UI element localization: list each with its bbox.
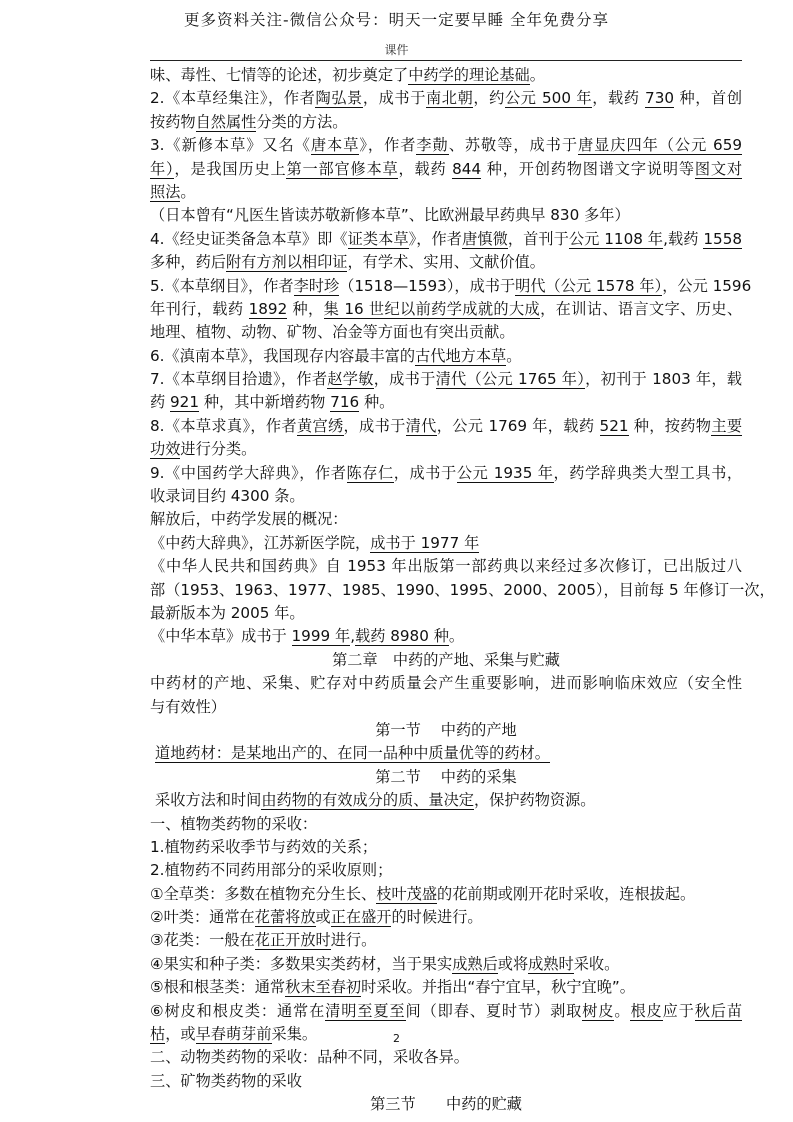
text-span: ，首刊于 (507, 229, 569, 248)
text-span: ，公元 1596 (662, 276, 752, 295)
text-span: ，载药 (592, 89, 646, 108)
text-span: ，或 (165, 1025, 196, 1044)
underlined-key-term: 清代 (405, 416, 437, 435)
text-line (150, 111, 742, 134)
text-span: 9.《中国药学大辞典》，作者 (150, 463, 347, 482)
text-span: ，在训诂、语言文字、历史、 (540, 299, 743, 318)
text-span: 时采收。并指出“春宁宜早，秋宁宜晚”。 (361, 978, 635, 997)
text-line (150, 742, 742, 765)
text-span: ，有学术、实用、文献价值。 (347, 253, 545, 272)
section-heading (150, 719, 742, 742)
text-span: 3.《新修本草》又名《 (150, 136, 311, 155)
header-divider (150, 60, 742, 61)
underlined-key-term: 公元 1935 年 (456, 463, 554, 482)
text-line (150, 1000, 742, 1023)
text-line (150, 438, 742, 461)
underlined-key-term: 赵学敏 (327, 370, 374, 389)
underlined-key-term: 根皮 (630, 1001, 663, 1020)
underlined-key-term: 中药学的理论基础 (408, 66, 530, 84)
text-span: ，成书于 (343, 416, 406, 435)
text-span: ，公元 1769 年，载药 (436, 416, 600, 435)
text-span: 7.《本草纲目拾遗》，作者 (150, 370, 328, 389)
text-line (150, 883, 742, 906)
underlined-key-term: 1892 (248, 299, 288, 318)
text-span: 味、毒性、七情等的论述，初步奠定了 (150, 66, 409, 84)
underlined-key-term: 载药 8980 种 (355, 627, 449, 646)
text-span: 年刊行，载药 (150, 299, 249, 318)
underlined-key-term: 附有方剂以相印证 (225, 253, 348, 272)
text-span: 的时候进行。 (391, 908, 483, 927)
underlined-key-term: 1999 年 (291, 627, 351, 646)
underlined-key-term: 清代（公元 1765 年） (435, 370, 586, 389)
text-span: 多种，药后 (150, 253, 226, 272)
text-line (150, 789, 742, 812)
underlined-key-term: 早春萌芽前 (195, 1025, 272, 1044)
text-line (150, 929, 742, 952)
text-span: 。 (529, 66, 545, 84)
text-span: ，是我国历史上 (174, 159, 287, 178)
underlined-key-term: 公元 500 年 (504, 89, 593, 108)
text-span: 与有效性） (150, 697, 226, 716)
text-span: 《中药大辞典》，江苏新医学院， (150, 533, 371, 552)
underlined-key-term: 功效 (150, 440, 181, 459)
top-banner: 更多资料关注-微信公众号：明天一定要早睡 全年免费分享 (183, 11, 610, 29)
underlined-key-term: 明代（公元 1578 年） (515, 276, 663, 295)
text-span: 二、动物类药物的采收：品种不同，采收各异。 (150, 1048, 469, 1067)
underlined-key-term: 成熟后 (452, 954, 498, 973)
text-line (150, 158, 742, 181)
text-span: 。 (180, 182, 196, 201)
text-span: ⑤根和根茎类：通常 (150, 978, 286, 997)
text-line (150, 602, 742, 625)
text-span: ，保护药物资源。 (473, 791, 596, 810)
text-line (150, 321, 742, 344)
text-line (150, 391, 742, 414)
text-span: 部（1953、1963、1977、1985、1990、1995、2000、2005），目前每 5 年修订一次， (150, 580, 775, 599)
running-header: 课件 (384, 43, 409, 57)
text-line (150, 228, 742, 251)
underlined-key-term: 集 16 世纪以前药学成就的大成 (323, 299, 541, 318)
text-span: 进行。 (330, 931, 377, 950)
text-span: 种，开创药物图谱文字说明等 (481, 159, 695, 178)
page-number: 2 (393, 1032, 400, 1045)
text-span: 按药物 (150, 112, 196, 131)
text-line (150, 64, 742, 87)
text-span: 1.植物药采收季节与药效的关系； (150, 837, 378, 856)
underlined-key-term: 图文对 (694, 159, 743, 178)
text-span: ，成书于 (373, 370, 436, 389)
text-span: 2.《本草经集注》，作者 (150, 89, 316, 108)
text-line (150, 625, 742, 648)
text-span: 采集。 (271, 1025, 318, 1044)
text-line (150, 181, 742, 204)
text-span: ②叶类：通常在 (150, 908, 255, 927)
text-span: 种， (287, 299, 324, 318)
text-line (150, 672, 742, 695)
text-span: 进行分类。 (180, 440, 257, 459)
text-span: 或 (315, 908, 331, 927)
section-heading (150, 1093, 742, 1116)
underlined-key-term: 521 (599, 416, 629, 435)
text-line (150, 298, 742, 321)
underlined-key-term: 正在盛开 (330, 908, 392, 927)
text-span: 种，首创 (674, 89, 743, 108)
underlined-key-term: 主要 (711, 416, 743, 435)
underlined-key-term: 公元 1108 年 (568, 229, 664, 248)
underlined-key-term: 照法 (150, 182, 181, 201)
text-span: （1518—1593），成书于 (339, 276, 516, 295)
text-span: 种。 (359, 393, 395, 412)
text-line (150, 859, 742, 882)
text-span: 4.《经史证类备急本草》即《 (150, 229, 348, 248)
underlined-key-term: 第一部官修本草 (286, 159, 399, 178)
underlined-key-term: 唐本草 (310, 136, 360, 155)
text-line (150, 415, 742, 438)
text-span: 《中华人民共和国药典》自 1953 年出版第一部药典以来经过多次修订，已出版过八 (150, 557, 742, 576)
text-span: 地理、植物、动物、矿物、冶金等方面也有突出贡献。 (150, 323, 515, 342)
text-span: 解放后，中药学发展的概况： (150, 510, 348, 529)
underlined-key-term: 枯 (150, 1025, 166, 1044)
text-span: 5.《本草纲目》，作者 (150, 276, 294, 295)
text-span: ①全草类：多数在植物充分生长、 (150, 884, 377, 903)
text-span: 》，作者 (359, 136, 417, 155)
text-line (150, 532, 742, 555)
underlined-key-term: 李勣 (416, 136, 449, 155)
text-line (150, 204, 742, 227)
text-line (150, 485, 742, 508)
underlined-key-term: 黄宫绣 (296, 416, 344, 435)
underlined-key-term: 树皮 (582, 1001, 615, 1020)
section-heading (150, 649, 742, 672)
text-line (150, 813, 742, 836)
text-span: 收录词目约 4300 条。 (150, 487, 305, 506)
underlined-key-term: 唐显庆四年（公元 659 (577, 136, 743, 155)
text-span: 第三节 中药的贮藏 (370, 1095, 522, 1114)
underlined-key-term: 716 (330, 393, 360, 412)
text-span: ④果实和种子类：多数果实类药材，当于果实 (150, 954, 453, 973)
text-span: 第二节 中药的采集 (375, 767, 517, 786)
document-body (150, 64, 775, 1117)
text-span: ③花类：一般在 (150, 931, 255, 950)
text-span: 《中华本草》成书于 (150, 627, 292, 646)
underlined-key-term: 秋末至春初 (285, 978, 362, 997)
underlined-key-term: 古代地方本草 (415, 346, 507, 365)
text-line (150, 345, 742, 368)
text-span: ，载药 (398, 159, 453, 178)
text-span: 一、植物类药物的采收： (150, 814, 318, 833)
text-line (150, 696, 742, 719)
text-line (150, 906, 742, 929)
underlined-key-term: 清明至夏至 (325, 1001, 406, 1020)
text-span: 三、矿物类药物的采收 (150, 1071, 302, 1090)
text-span: ，药学辞典类大型工具书， (553, 463, 743, 482)
text-span: 最新版本为 2005 年。 (150, 603, 305, 622)
underlined-key-term: 陶弘景 (315, 89, 363, 108)
underlined-key-term: 陈存仁 (346, 463, 394, 482)
text-span: 。 (614, 1001, 631, 1020)
text-span: ⑥树皮和根皮类：通常在 (150, 1001, 326, 1020)
text-line (150, 836, 742, 859)
text-span: 第二章 中药的产地、采集与贮藏 (332, 650, 560, 669)
text-line (150, 368, 742, 391)
text-span: 第一节 中药的产地 (375, 720, 517, 739)
underlined-key-term: 道地药材：是某地出产的、在同一品种中质量优等的药材。 (155, 744, 550, 763)
underlined-key-term: 花蕾将放 (254, 908, 316, 927)
underlined-key-term: 844 (452, 159, 482, 178)
text-span: 。 (506, 346, 522, 365)
underlined-key-term: 唐慎微 (462, 229, 508, 248)
text-span: 、苏敬等，成书于 (448, 136, 578, 155)
text-span: 种，按药物 (628, 416, 712, 435)
text-span: 分类的方法。 (256, 112, 348, 131)
underlined-key-term: 花正开放时 (254, 931, 331, 950)
underlined-key-term: 证类本草 (347, 229, 409, 248)
section-heading (150, 766, 742, 789)
underlined-key-term: 1558 (703, 229, 743, 248)
text-span: ，成书于 (393, 463, 457, 482)
text-span: 8.《本草求真》，作者 (150, 416, 297, 435)
text-line (150, 1070, 742, 1093)
underlined-key-term: 自然属性 (195, 112, 257, 131)
text-span: 中药材的产地、采集、贮存对中药质量会产生重要影响，进而影响临床效应（安全性 (150, 674, 742, 693)
text-span: 应于 (662, 1001, 695, 1020)
text-span: 采收。 (573, 954, 620, 973)
text-line (150, 976, 742, 999)
text-span: 的花前期或刚开花时采收，连根拔起。 (437, 884, 696, 903)
text-line (150, 1046, 742, 1069)
text-span: 药 (150, 393, 171, 412)
text-span: 种，其中新增药物 (199, 393, 331, 412)
text-line (150, 508, 742, 531)
text-line (150, 251, 742, 274)
underlined-key-term: 成熟时 (528, 954, 574, 973)
text-span: 6.《滇南本草》，我国现存内容最丰富的 (150, 346, 416, 365)
underlined-key-term: 枝叶茂盛 (376, 884, 437, 903)
text-span: 2.植物药不同药用部分的采收原则； (150, 861, 393, 880)
underlined-key-term: 年） (150, 159, 175, 178)
text-span: , (350, 627, 356, 646)
text-span: ，约 (473, 89, 505, 108)
text-line (150, 555, 742, 578)
text-span: 采收方法和时间 (155, 791, 262, 810)
underlined-key-term: 730 (645, 89, 675, 108)
text-span: 》，作者 (408, 229, 463, 248)
underlined-key-term: 李时珍 (293, 276, 340, 295)
text-span: 。 (448, 627, 465, 646)
text-line (150, 953, 742, 976)
underlined-key-term: 秋后苗 (694, 1001, 743, 1020)
text-line (150, 275, 752, 298)
text-line (150, 87, 742, 110)
text-span: 间（即春、夏时节）剥取 (405, 1001, 583, 1020)
text-line (150, 462, 742, 485)
text-span: ,载药 (663, 229, 704, 248)
text-span: ，初刊于 1803 年，载 (585, 370, 742, 389)
underlined-key-term: 南北朝 (426, 89, 474, 108)
text-span: ，成书于 (362, 89, 426, 108)
underlined-key-term: 成书于 1977 年 (370, 533, 480, 552)
text-span: 或将 (497, 954, 529, 973)
text-span: （日本曾有“凡医生皆读苏敬新修本草”、比欧洲最早药典早 830 多年） (150, 206, 630, 225)
text-line (150, 134, 742, 157)
text-line (150, 579, 775, 602)
underlined-key-term: 由药物的有效成分的质、量决定 (261, 791, 474, 810)
underlined-key-term: 921 (170, 393, 200, 412)
